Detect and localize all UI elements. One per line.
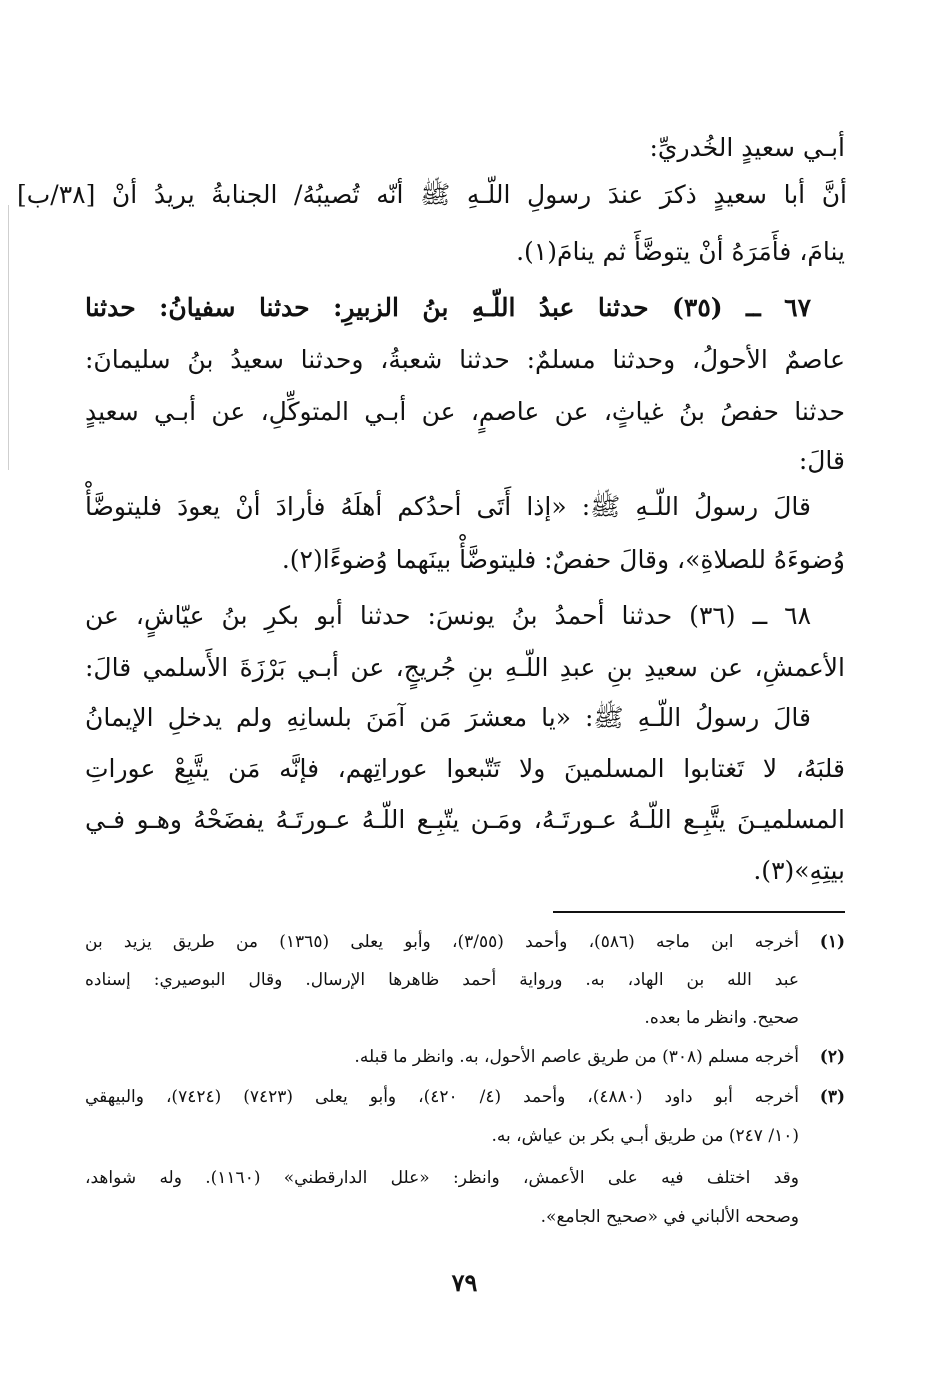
text-line-3: ينامَ، فأَمَرَهُ أنْ يتوضَّأَ ثم ينامَ(١). <box>516 237 845 266</box>
footnote-number-1: (١) <box>819 932 845 952</box>
footnote-line-5: أخرجه أبو داود (٤٨٨٠)، وأحمد (٤/ ٤٢٠)، وأبو يعلى (٧٤٢٣) (٧٤٢٤)، والبيهقي <box>85 1087 799 1107</box>
hadith-68-header: ٦٨ ــ (٣٦) حدثنا أحمدُ بنُ يونسَ: حدثنا أبو بكرِ بنُ عيّاشٍ، عن <box>85 601 812 630</box>
footnote-number-2: (٢) <box>819 1047 845 1067</box>
scan-edge-mark <box>8 205 9 470</box>
hadith-67-header: ٦٧ ــ (٣٥) حدثنا عبدُ اللّـهِ بنُ الزبيرِ: حدثنا سفيانُ: حدثنا <box>85 293 811 322</box>
text-line-9: وُضوءَهُ للصلاةِ»، وقالَ حفصٌ: فليتوضَّأْ بينَهما وُضوءًا(٢). <box>281 545 845 574</box>
footnote-line-1: أخرجه ابن ماجه (٥٨٦)، وأحمد (٣/٥٥)، وأبو يعلى (١٣٦٥) من طريق يزيد بن <box>85 932 799 952</box>
text-line-6: حدثنا حفصُ بنُ غياثٍ، عن عاصمٍ، عن أبـي المتوكِّلِ، عن أبـي سعيدٍ <box>85 397 845 426</box>
footnote-line-6: (١٠/ ٢٤٧) من طريق أبـي بكر بن عياش، به. <box>491 1126 799 1146</box>
footnote-line-7: وقد اختلف فيه على الأعمش، وانظر: «علل الدارقطني» (١١٦٠). وله شواهد، <box>85 1168 799 1188</box>
text-line-2: أنَّ أبا سعيدٍ ذكرَ عندَ رسولِ اللّـهِ ﷺ أنّه تُصيبُهُ/ الجنابةُ يريدُ أنْ [٣٨/ب] <box>17 180 847 209</box>
footnote-line-2: عبد الله بن الهاد، به. ورواية أحمد ظاهرها الإرسال. وقال البوصيري: إسناده <box>85 970 799 990</box>
text-line-5: عاصمٌ الأحولُ، وحدثنا مسلمٌ: حدثنا شعبةُ، وحدثنا سعيدُ بنُ سليمانَ: <box>85 345 845 374</box>
footnote-line-3: صحيح. وانظر ما بعده. <box>644 1008 799 1028</box>
page-number: ٧٩ <box>451 1268 478 1297</box>
text-line-15: بيتِهِ»(٣). <box>753 856 845 885</box>
text-line-8: قالَ رسولُ اللّـهِ ﷺ: «إذا أَتَى أحدُكم أهلَهُ فأرادَ أنْ يعودَ فليتوضَّأْ <box>85 492 811 521</box>
text-line-11: الأعمشِ، عن سعيدِ بنِ عبدِ اللّـهِ بنِ جُريجٍ، عن أبـي بَرْزَةَ الأَسلمي قالَ: <box>85 653 845 682</box>
footnote-separator <box>553 911 845 913</box>
text-line-12: قالَ رسولُ اللّـهِ ﷺ: «يا معشرَ مَن آمَنَ بلسانِهِ ولم يدخلِ الإيمانُ <box>85 703 811 732</box>
text-line-13: قلبَهُ، لا تَغتابوا المسلمينَ ولا تَتّبعوا عوراتِهم، فإنَّه مَن يتَّبِعْ عوراتِ <box>85 754 845 783</box>
footnote-line-4: أخرجه مسلم (٣٠٨) من طريق عاصم الأحول، به. وانظر ما قبله. <box>354 1047 799 1067</box>
footnote-number-3: (٣) <box>819 1087 845 1107</box>
text-line-7: قالَ: <box>798 446 845 475</box>
footnote-line-8: وصححه الألباني في «صحيح الجامع». <box>540 1207 799 1227</box>
text-line-1: أبـي سعيدٍ الخُدريِّ: <box>649 133 845 162</box>
text-line-14: المسلميـنَ يتَّبِـع اللّـهُ عـورتَـهُ، ومَـن يتّبِـع اللّـهُ عـورتَـهُ يفضَحْهُ وهـو فـي <box>85 805 845 834</box>
